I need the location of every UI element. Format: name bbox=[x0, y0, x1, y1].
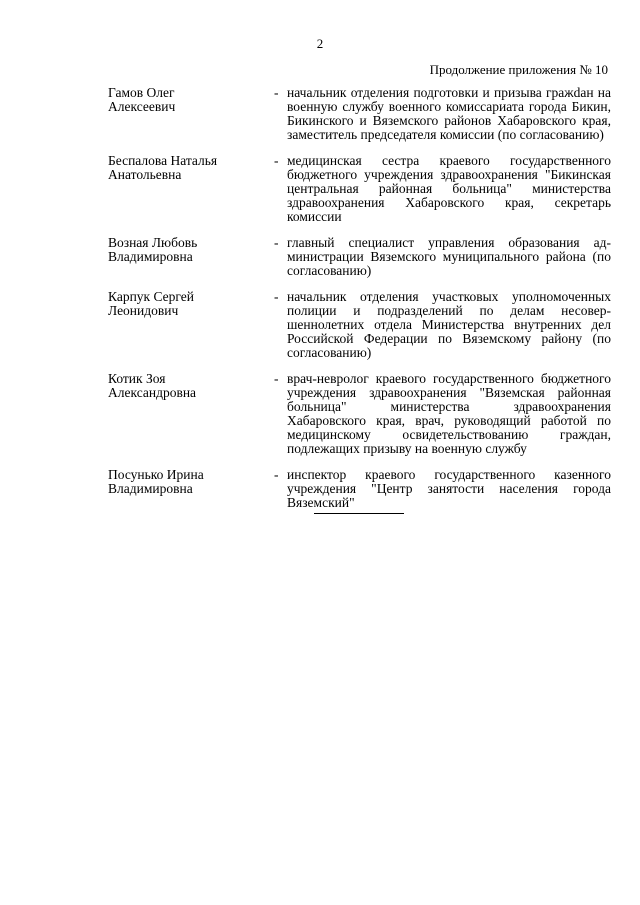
member-role: инспектор краевого государственного казенного учреждения "Центр занятости населения города Вяземский" bbox=[287, 467, 611, 510]
member-role: медицинская сестра краевого государственного бюджетного учреждения здравоохранения "Бикинская центральная районная больница" министерства здравоохранения Хабаровского края, секретарь комиссии bbox=[287, 153, 611, 224]
member-dash: - bbox=[274, 153, 279, 168]
member-surname-first: Возная Любовь bbox=[108, 235, 198, 250]
appendix-note: Продолжение приложения № 10 bbox=[429, 62, 608, 77]
member-dash: - bbox=[274, 235, 279, 250]
member-role: начальник отделения участковых уполномоченных полиции и подразделений по делам несовершеннолетних отдела Министерства внутренних дел Российской Федерации по Вяземскому району (по согласованию) bbox=[287, 289, 611, 360]
page-number: 2 bbox=[316, 36, 324, 51]
member-row bbox=[108, 290, 611, 360]
member-patronymic: Владимировна bbox=[108, 481, 193, 496]
member-name bbox=[108, 154, 274, 182]
member-name bbox=[108, 86, 274, 114]
member-row bbox=[108, 236, 611, 278]
member-dash: - bbox=[274, 289, 279, 304]
member-surname-first: Карпук Сергей bbox=[108, 289, 194, 304]
member-row bbox=[108, 86, 611, 142]
member-dash: - bbox=[274, 371, 279, 386]
member-patronymic: Владимировна bbox=[108, 249, 193, 264]
member-role: начальник отделения подготовки и призыва гражdан на военную службу военного комиссариата города Бикин, Бикинского и Вяземского районов Хабаровского края, заместитель председателя комиссии (по согласованию) bbox=[287, 85, 611, 142]
member-surname-first: Посунько Ирина bbox=[108, 467, 204, 482]
member-patronymic: Леонидович bbox=[108, 303, 179, 318]
member-surname-first: Беспалова Наталья bbox=[108, 153, 218, 168]
member-row bbox=[108, 372, 611, 456]
member-row bbox=[108, 154, 611, 224]
member-dash: - bbox=[274, 85, 279, 100]
member-name bbox=[108, 372, 274, 400]
member-patronymic: Алексеевич bbox=[108, 99, 176, 114]
member-name bbox=[108, 236, 274, 264]
member-patronymic: Анатольевна bbox=[108, 167, 182, 182]
member-row bbox=[108, 468, 611, 510]
member-name bbox=[108, 468, 274, 496]
member-patronymic: Александровна bbox=[108, 385, 197, 400]
member-name bbox=[108, 290, 274, 318]
member-dash: - bbox=[274, 467, 279, 482]
end-separator-line bbox=[314, 513, 404, 514]
commission-members-list bbox=[108, 86, 611, 522]
member-role: врач-невролог краевого государственного бюджетного учреждения здравоохранения "Вяземская районная больница" министерства здравоохранения Хабаровского края, врач, руководящий работой по медицинскому освидетельствованию граждан, подлежащих призыву на военную службу bbox=[287, 371, 611, 456]
member-surname-first: Котик Зоя bbox=[108, 371, 166, 386]
member-role: главный специалист управления образования администрации Вяземского муниципального района (по согласованию) bbox=[287, 235, 611, 278]
member-surname-first: Гамов Олег bbox=[108, 85, 175, 100]
